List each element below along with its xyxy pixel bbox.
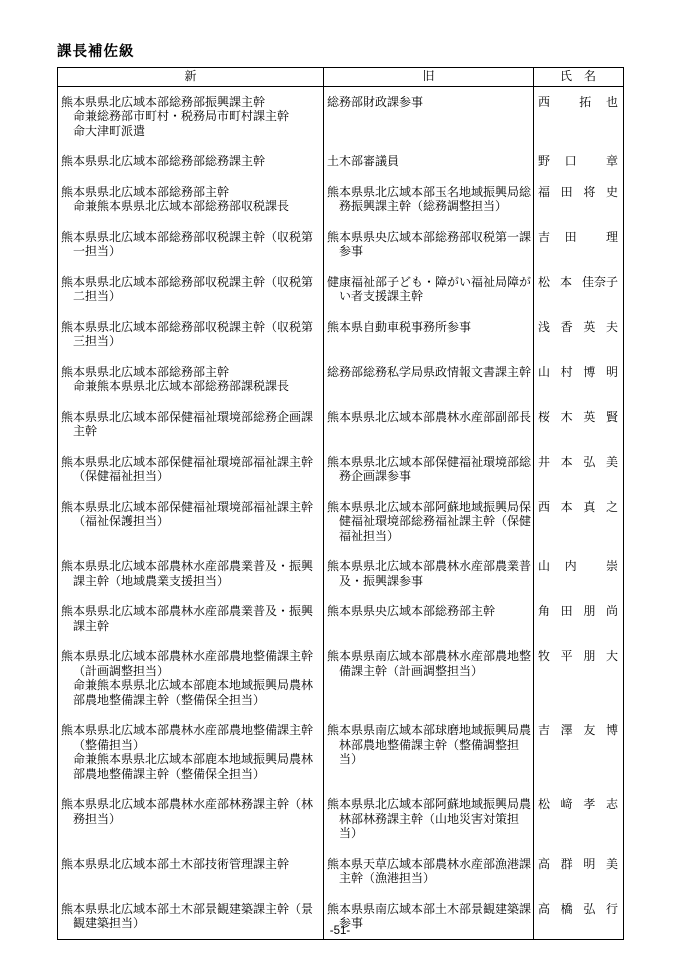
- person-name: [538, 275, 618, 290]
- cell-person-name: [533, 87, 622, 147]
- name-char: 内: [564, 559, 577, 573]
- personnel-table: [57, 67, 624, 940]
- table-row: [58, 596, 623, 641]
- name-char: 桜: [538, 409, 551, 424]
- name-char: 将: [583, 184, 596, 199]
- name-char: 英: [583, 319, 596, 334]
- name-char: 口: [564, 154, 577, 168]
- position-line: 熊本県県北広域本部保健福祉環境部福祉課主幹（保健福祉担当）: [61, 454, 314, 483]
- name-char: 西: [538, 94, 551, 109]
- cell-person-name: [533, 402, 622, 447]
- table-row: [58, 222, 623, 267]
- cell-old-position: [323, 146, 533, 177]
- cell-old-position: [323, 447, 533, 492]
- name-char: 明: [605, 364, 618, 379]
- name-char: 橋: [560, 901, 573, 916]
- name-char: 松: [538, 274, 551, 289]
- position-line: 熊本県県南広域本部土木部景観建築課参事: [327, 901, 532, 930]
- name-char: 朋: [583, 649, 596, 663]
- person-name: [538, 500, 618, 515]
- cell-old-position: [323, 789, 533, 849]
- position-line: 熊本県県北広域本部総務部主幹: [61, 184, 230, 199]
- name-char: 弘: [583, 901, 596, 916]
- table-header-new: 新: [184, 69, 197, 83]
- table-row: [58, 492, 623, 552]
- cell-new-position: [58, 146, 323, 177]
- table-row: [58, 641, 623, 715]
- name-char: 章: [605, 154, 618, 168]
- position-line: 熊本県県北広域本部農林水産部農業普及・振興課主幹: [61, 604, 314, 633]
- cell-new-position: [58, 312, 323, 357]
- cell-new-position: [58, 715, 323, 789]
- page-number: -51-: [329, 925, 351, 937]
- position-line: 熊本県県南広域本部農林水産部農地整備課主幹（計画調整担当）: [327, 649, 532, 678]
- cell-old-position: [323, 177, 533, 222]
- table-row: [58, 87, 623, 147]
- cell-new-position: [58, 402, 323, 447]
- cell-old-position: [323, 641, 533, 715]
- cell-new-position: [58, 849, 323, 894]
- position-line: 熊本県県北広域本部農林水産部農業普及・振興課参事: [327, 559, 532, 588]
- position-line: 熊本県県央広域本部総務部収税第一課参事: [327, 229, 532, 258]
- name-char: 本: [560, 454, 573, 469]
- position-line: 熊本県県北広域本部総務部総務課主幹: [61, 154, 266, 168]
- position-line: 熊本県県北広域本部土木部景観建築課主幹（景観建築担当）: [61, 901, 314, 930]
- cell-person-name: [533, 849, 622, 894]
- position-line: 命大津町派遣: [73, 123, 146, 138]
- cell-new-position: [58, 267, 323, 312]
- name-char: 本: [559, 274, 572, 289]
- person-name: [538, 365, 618, 380]
- cell-person-name: [533, 222, 622, 267]
- position-line: 熊本県県北広域本部保健福祉環境部総務企画課参事: [327, 454, 532, 483]
- person-name: [538, 723, 618, 738]
- table-row: [58, 146, 623, 177]
- table-row: [58, 402, 623, 447]
- name-char: 博: [583, 364, 596, 379]
- cell-person-name: [533, 551, 622, 596]
- name-char: 澤: [560, 723, 573, 737]
- name-char: 志: [605, 797, 618, 811]
- position-line: 命兼熊本県県北広域本部鹿本地域振興局農林部農地整備課主幹（整備保全担当）: [73, 752, 314, 781]
- position-line: 熊本県県北広域本部農林水産部農業普及・振興課主幹（地域農業支援担当）: [61, 559, 314, 588]
- person-name: [538, 230, 618, 245]
- position-line: 熊本県県央広域本部総務部主幹: [327, 604, 496, 618]
- cell-old-position: [323, 87, 533, 147]
- name-char: 高: [538, 856, 551, 871]
- name-char: 行: [605, 901, 618, 916]
- name-char: 孝: [583, 797, 596, 811]
- name-char: 井: [538, 454, 551, 469]
- position-line: 熊本県県北広域本部阿蘇地域振興局農林部林務課主幹（山地災害対策担当）: [327, 797, 532, 840]
- cell-old-position: [323, 849, 533, 894]
- name-char: 田: [560, 604, 573, 618]
- table-row: [58, 267, 623, 312]
- person-name: [538, 95, 618, 110]
- table-row: [58, 447, 623, 492]
- name-char: 尚: [605, 604, 618, 618]
- cell-person-name: [533, 596, 622, 641]
- position-line: 命兼熊本県県北広域本部総務部収税課長: [73, 199, 290, 213]
- cell-old-position: [323, 715, 533, 789]
- cell-old-position: [323, 596, 533, 641]
- position-line: 熊本県県南広域本部球磨地域振興局農林部農地整備課主幹（整備調整担当）: [327, 723, 532, 766]
- cell-person-name: [533, 312, 622, 357]
- person-name: [538, 320, 618, 335]
- person-name: [538, 185, 618, 200]
- cell-person-name: [533, 177, 622, 222]
- position-line: 熊本県天草広域本部農林水産部漁港課主幹（漁港担当）: [327, 856, 532, 885]
- position-line: 熊本県県北広域本部総務部振興課主幹: [61, 94, 266, 109]
- position-line: 土木部審議員: [327, 154, 400, 168]
- table-body: [58, 87, 623, 939]
- position-line: 健康福祉部子ども・障がい福祉局障がい者支援課主幹: [327, 274, 532, 303]
- position-line: 熊本県県北広域本部総務部収税課主幹（収税第三担当）: [61, 319, 314, 348]
- position-line: 熊本県県北広域本部保健福祉環境部福祉課主幹（福祉保護担当）: [61, 499, 314, 528]
- name-char: 弘: [583, 454, 596, 469]
- person-name: [538, 902, 618, 917]
- name-char: 英: [583, 409, 596, 424]
- table-row: [58, 551, 623, 596]
- position-line: 熊本県県北広域本部農林水産部林務課主幹（林務担当）: [61, 797, 314, 826]
- cell-old-position: [323, 357, 533, 402]
- cell-old-position: [323, 551, 533, 596]
- cell-person-name: [533, 715, 622, 789]
- name-char: 理: [605, 229, 618, 244]
- name-char: 角: [538, 604, 551, 618]
- cell-new-position: [58, 596, 323, 641]
- table-row: [58, 177, 623, 222]
- name-char: 木: [560, 409, 573, 424]
- cell-person-name: [533, 146, 622, 177]
- name-char: 福: [538, 184, 551, 199]
- name-char: 牧: [538, 649, 551, 663]
- name-char: 美: [605, 856, 618, 871]
- name-char: 吉: [538, 229, 551, 244]
- cell-person-name: [533, 492, 622, 552]
- table-row: [58, 715, 623, 789]
- position-line: 命兼熊本県県北広域本部鹿本地域振興局農林部農地整備課主幹（整備保全担当）: [73, 678, 314, 707]
- position-line: 熊本県県北広域本部玉名地域振興局総務振興課主幹（総務調整担当）: [327, 184, 532, 213]
- table-row: [58, 357, 623, 402]
- position-line: 命兼総務部市町村・税務局市町村課主幹: [73, 109, 290, 123]
- cell-person-name: [533, 641, 622, 715]
- cell-old-position: [323, 312, 533, 357]
- name-char: 﨑: [560, 797, 573, 811]
- person-name: [538, 797, 618, 812]
- name-char: 博: [605, 723, 618, 737]
- position-line: 熊本県県北広域本部農林水産部農地整備課主幹（計画調整担当）: [61, 649, 314, 678]
- cell-old-position: [323, 222, 533, 267]
- person-name: [538, 604, 618, 619]
- name-char: 高: [538, 901, 551, 916]
- cell-new-position: [58, 447, 323, 492]
- position-line: 熊本県県北広域本部農林水産部農地整備課主幹（整備担当）: [61, 723, 314, 752]
- position-line: 総務部財政課参事: [327, 94, 424, 109]
- cell-person-name: [533, 789, 622, 849]
- cell-new-position: [58, 789, 323, 849]
- name-char: 平: [560, 649, 573, 663]
- cell-new-position: [58, 641, 323, 715]
- cell-new-position: [58, 177, 323, 222]
- table-row: [58, 312, 623, 357]
- name-char: 佳奈子: [581, 274, 618, 289]
- cell-new-position: [58, 551, 323, 596]
- name-char: 之: [605, 499, 618, 514]
- table-row: [58, 789, 623, 849]
- person-name: [538, 154, 618, 169]
- name-char: 浅: [538, 319, 551, 334]
- position-line: 熊本県県北広域本部総務部収税課主幹（収税第一担当）: [61, 229, 314, 258]
- cell-old-position: [323, 492, 533, 552]
- cell-new-position: [58, 87, 323, 147]
- name-char: 野: [538, 154, 551, 168]
- person-name: [538, 857, 618, 872]
- name-char: 田: [560, 184, 573, 199]
- name-char: 賢: [605, 409, 618, 424]
- table-row: [58, 849, 623, 894]
- name-char: 山: [538, 364, 551, 379]
- position-line: 熊本県県北広域本部保健福祉環境部総務企画課主幹: [61, 409, 314, 438]
- name-char: 村: [560, 364, 573, 379]
- position-line: 熊本県県北広域本部総務部主幹: [61, 364, 230, 379]
- name-char: 友: [583, 723, 596, 737]
- name-char: 崇: [605, 559, 618, 573]
- name-char: 香: [560, 319, 573, 334]
- cell-person-name: [533, 447, 622, 492]
- name-char: 群: [560, 856, 573, 871]
- name-char: 拓: [579, 94, 592, 109]
- position-line: 総務部総務私学局県政情報文書課主幹: [327, 364, 532, 379]
- person-name: [538, 410, 618, 425]
- position-line: 熊本県県北広域本部土木部技術管理課主幹: [61, 856, 290, 871]
- cell-new-position: [58, 222, 323, 267]
- name-char: 也: [605, 94, 618, 109]
- cell-old-position: [323, 267, 533, 312]
- cell-person-name: [533, 357, 622, 402]
- name-char: 本: [560, 499, 573, 514]
- table-header-old: 旧: [323, 68, 533, 86]
- person-name: [538, 649, 618, 664]
- page-title: 課長補佐級: [57, 44, 135, 60]
- position-line: 熊本県県北広域本部阿蘇地域振興局保健福祉環境部総務福祉課主幹（保健福祉担当）: [327, 499, 532, 543]
- name-char: 明: [583, 856, 596, 871]
- position-line: 熊本県県北広域本部総務部収税課主幹（収税第二担当）: [61, 274, 314, 303]
- table-header-row: [58, 68, 623, 87]
- name-char: 朋: [583, 604, 596, 618]
- person-name: [538, 559, 618, 574]
- name-char: 吉: [538, 723, 551, 737]
- cell-person-name: [533, 267, 622, 312]
- name-char: 史: [605, 184, 618, 199]
- name-char: 夫: [605, 319, 618, 334]
- position-line: 命兼熊本県県北広域本部総務部課税課長: [73, 379, 290, 393]
- position-line: 熊本県県北広域本部農林水産部副部長: [327, 409, 532, 424]
- name-char: 真: [583, 499, 596, 514]
- position-line: 熊本県自動車税事務所参事: [327, 319, 472, 334]
- cell-old-position: [323, 402, 533, 447]
- name-char: 大: [605, 649, 618, 663]
- name-char: 山: [538, 559, 551, 573]
- cell-new-position: [58, 357, 323, 402]
- name-char: 松: [538, 797, 551, 811]
- cell-new-position: [58, 492, 323, 552]
- person-name: [538, 455, 618, 470]
- name-char: 美: [605, 454, 618, 469]
- name-char: 田: [564, 229, 577, 244]
- table-header-name: 氏 名: [533, 68, 622, 86]
- name-char: 西: [538, 499, 551, 514]
